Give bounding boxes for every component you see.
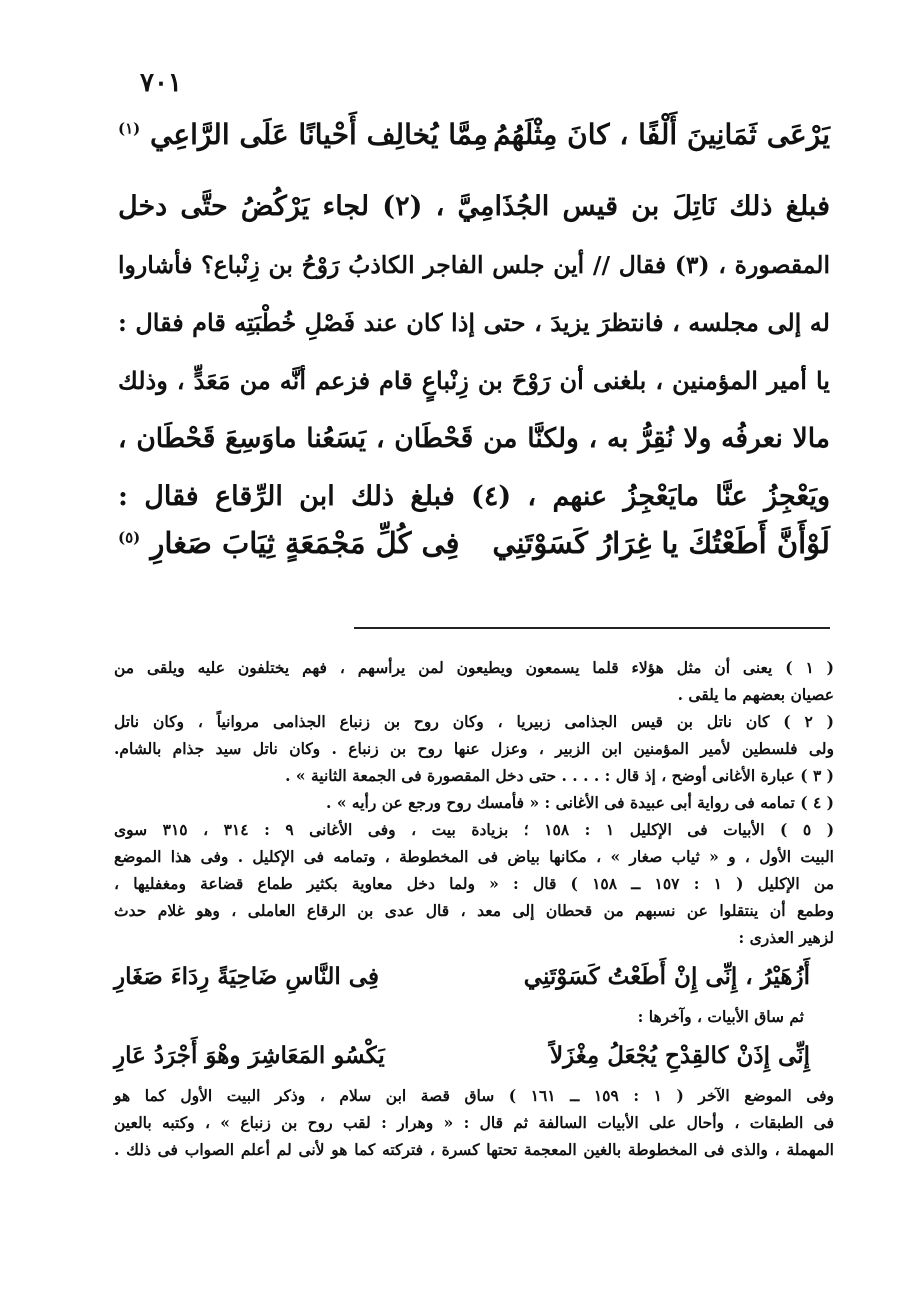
prose-line: مالا نعرفُه ولا نُقِرُّ به ، ولكنَّا من قَحْطَان ، يَسَعُنا ماوَسِعَ قَحْطَان ، — [118, 423, 830, 454]
page-number: ٧٠١ — [140, 68, 182, 98]
footnote-line: فى الطبقات ، وأحال على الأبيات السالفة ثم قال : « وهرار : لقب روح بن زنباع » ، وكتبه بالعين — [114, 1113, 834, 1132]
footnote-verse — [114, 951, 834, 1003]
footnote-line: لزهير العذرى : — [738, 928, 834, 947]
hemistich-right: يَرْعَى ثَمَانِينَ أَلْفًا ، كانَ مِثْلَهُمُ — [493, 118, 830, 151]
prose-line: له إلى مجلسه ، فانتظرَ يزيدَ ، حتى إذا كان عند فَصْلِ خُطْبَتِه قام فقال : — [118, 308, 830, 337]
prose-line: فبلغ ذلك نَاتِلَ بن قيس الجُذَامِيَّ ، (٢) لجاء يَرْكُضُ حتَّى دخل — [118, 191, 830, 222]
main-text — [118, 118, 830, 586]
verse-line — [118, 526, 830, 586]
footnote-verse — [114, 1030, 834, 1082]
footnote-line: ( ٤ ) تمامه فى رواية أبى عبيدة فى الأغانى : « فأمسك روح ورجع عن رأيه » . — [326, 793, 834, 812]
prose-line: ويَعْجِزُ عنَّا مايَعْجِزُ عنهم ، (٤) فبلغ ذلك ابن الرِّقاع فقال : — [118, 481, 831, 512]
footnote-line: ولى فلسطين لأمير المؤمنين ابن الزبير ، وعزل عنها روح بن زنباع . وكان ناتل سيد جذام بالشام. — [114, 739, 834, 758]
footnote-line: البيت الأول ، و « ثياب صغار » ، مكانها بياض فى المخطوطة ، وتمامه فى الإكليل . وفى هذا الموضع — [114, 847, 834, 866]
footnote-line: المهملة ، والذى فى المخطوطة بالغين المعجمة تحتها كسرة ، فتركته كما هو لأنى لم أعلم الصواب فى ذلك . — [114, 1140, 834, 1159]
footnote-line: ( ٢ ) كان ناتل بن قيس الجذامى زبيريا ، وكان روح بن زنباع الجذامى مروانياً ، وكان ناتل — [114, 712, 835, 731]
footnote-line: وفى الموضع الآخر ( ١ : ١٥٩ ــ ١٦١ ) ساق قصة ابن سلام ، وذكر البيت الأول كما هو — [114, 1086, 835, 1105]
footnote-marker[interactable]: (١) — [118, 119, 141, 138]
footnote-line: عصيان بعضهم ما يلقى . — [677, 685, 834, 704]
footnote-line: ( ١ ) يعنى أن مثل هؤلاء قلما يسمعون ويطيعون لمن يرأسهم ، فهم يختلفون عليه ويلقى من — [114, 658, 834, 677]
hemistich-left: فِى كُلِّ مَجْمَعَةٍ ثِيَابَ صَغارِ $^{(٥)}$ — [118, 526, 460, 560]
hemistich-left: مِمَّا يُخالِف أَحْيانًا عَلَى الرَّاعِي $^{(١)}$ — [118, 118, 488, 151]
hemistich-left: يَكْسُو المَعَاشِرَ وهْوَ أَجْرَدُ عَارِ — [114, 1042, 385, 1069]
footnote-marker[interactable]: (٥) — [118, 528, 141, 547]
hemistich-left: فِى النَّاسِ ضَاحِيَةً رِدَاءَ صَغَارِ — [114, 963, 379, 990]
hemistich-right: أَزُهَيْرُ ، إِنِّى إِنْ أَطَعْتُ كَسَوْتَنِي — [523, 963, 810, 990]
verse-line — [118, 118, 830, 178]
footnote-line: ثم ساق الأبيات ، وآخرها : — [637, 1007, 804, 1026]
hemistich-right: إِنِّى إِذَنْ كالقِدْحِ يُجْعَلُ مِغْزَلاً — [549, 1042, 810, 1069]
footnote-line: ( ٥ ) الأبيات فى الإكليل ١ : ١٥٨ ؛ بزيادة بيت ، وفى الأغانى ٩ : ٣١٤ ، ٣١٥ سوى — [114, 820, 835, 839]
prose-line: المقصورة ، (٣) فقال // أين جلس الفاجر الكاذبُ رَوْحُ بن زِنْباع؟ فأشاروا — [118, 251, 830, 279]
footnote-line: من الإكليل ( ١ : ١٥٧ ــ ١٥٨ ) قال : « ولما دخل معاوية بكثير طماع قضاعة ومغفليها ، — [114, 874, 835, 893]
footnote-divider — [354, 627, 830, 629]
footnote-line: ( ٣ ) عبارة الأغانى أوضح ، إذ قال : . . . . حتى دخل المقصورة فى الجمعة الثانية » . — [285, 766, 834, 785]
prose-line: يا أمير المؤمنين ، بلغنى أن رَوْحَ بن زِنْباعٍ قام فزعم أنَّه من مَعَدٍّ ، وذلك — [118, 366, 830, 395]
footnotes — [114, 654, 834, 1163]
footnote-line: وطمع أن ينتقلوا عن نسبهم من قحطان إلى معد ، قال عدى بن الرقاع العاملى ، وهو غلام حدث — [114, 901, 834, 920]
hemistich-right: لَوْأَنَّ أَطَعْتُكَ يا غِرَارُ كَسَوْتَنِي — [492, 526, 830, 560]
